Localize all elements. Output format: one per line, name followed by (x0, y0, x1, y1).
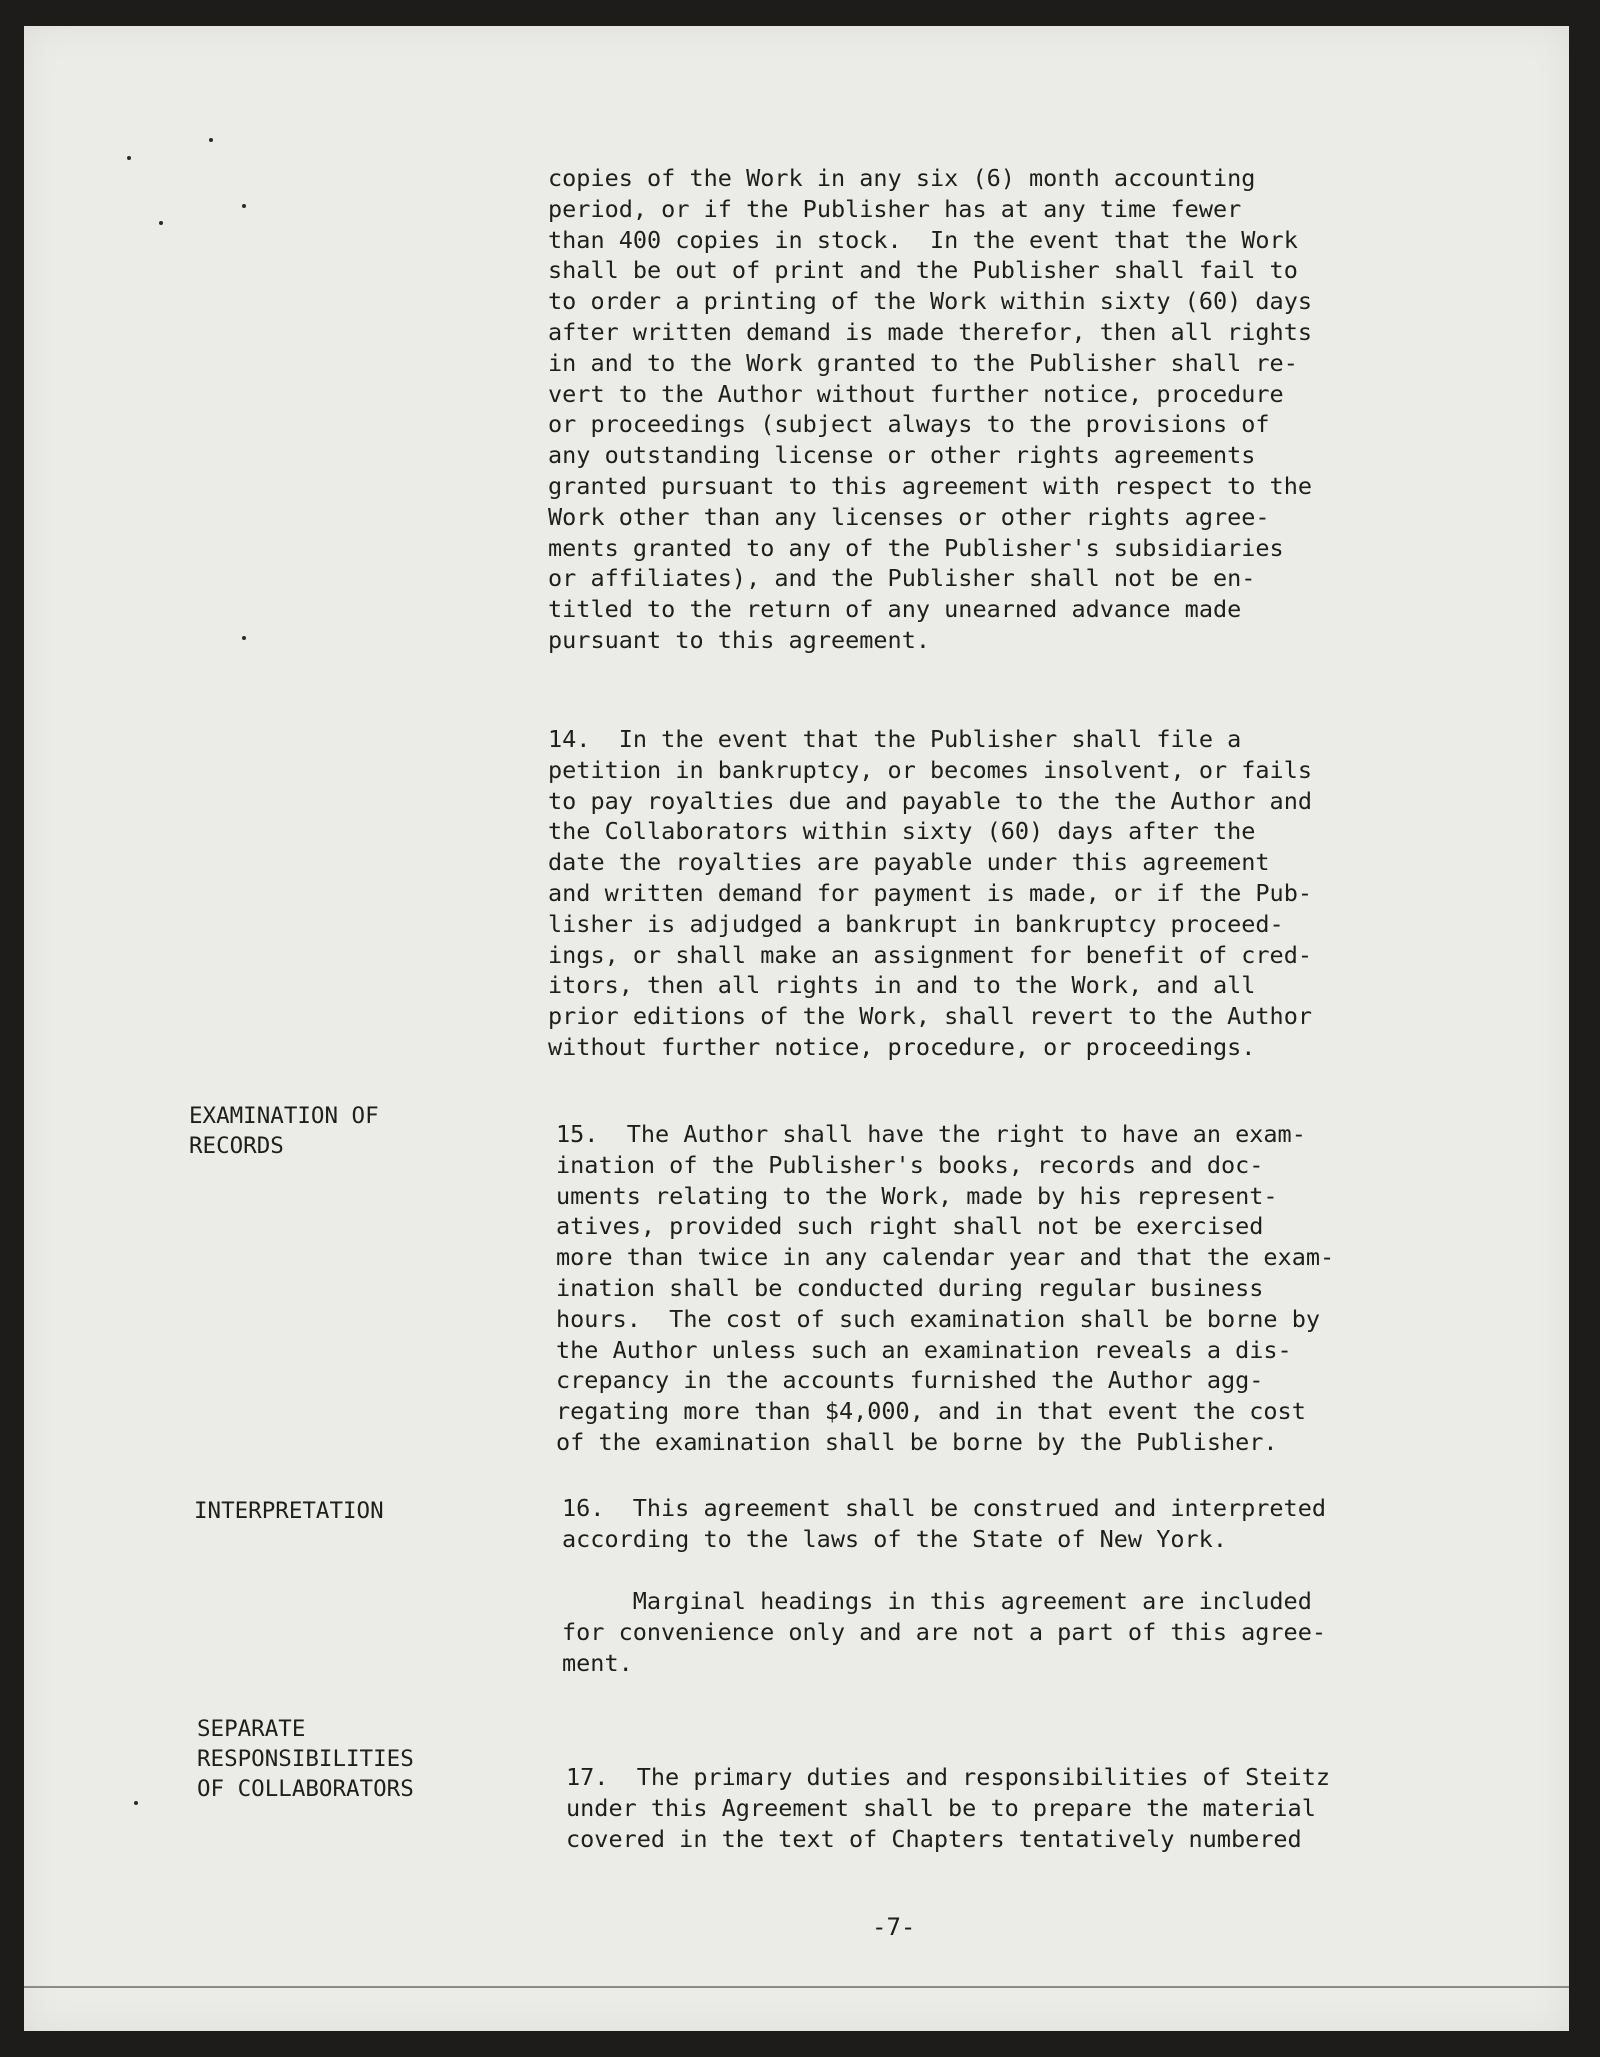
scan-bottom-edge (24, 1986, 1569, 1988)
paragraph-17: 17. The primary duties and responsibilities of Steitz under this Agreement shall be to prepare the material covered in the text of Chapters tentatively numbered (566, 1763, 1331, 1853)
scan-speck (209, 138, 213, 142)
page-number: -7- (872, 1913, 916, 1941)
margin-heading-interpretation: INTERPRETATION (194, 1498, 384, 1524)
scan-speck (159, 221, 163, 225)
margin-heading-examination-of-records: EXAMINATION OF RECORDS (189, 1103, 379, 1159)
paragraph-15: 15. The Author shall have the right to have an exam- ination of the Publisher's books, records and doc- uments relating to the Work, made by his represent- atives, provided such right shall not be exercised more than twice in any calendar year and that the exam- ination shall be conducted during regular business hours. The cost of such examination shall be borne by the Author unless such an examination reveals a dis- crepancy in the accounts furnished the Author agg- regating more than $4,000, and in that event the cost of the examination shall be borne by the Publisher. (556, 1120, 1335, 1456)
scan-speck (242, 636, 246, 640)
scan-speck (242, 204, 246, 208)
scan-speck (134, 1801, 138, 1805)
paragraph-16-marginal-headings: Marginal headings in this agreement are included for convenience only and are not a part of this agree- ment. (562, 1587, 1327, 1677)
paragraph-continuation: copies of the Work in any six (6) month accounting period, or if the Publisher has at any time fewer than 400 copies in stock. In the event that the Work shall be out of print and the Publisher shall fail to to order a printing of the Work within sixty (60) days after written demand is made therefor, then all rights in and to the Work granted to the Publisher shall re- vert to the Author without further notice, procedure or proceedings (subject always to the provisions of any outstanding license or other rights agreements granted pursuant to this agreement with respect to the Work other than any licenses or other rights agree- ments granted to any of the Publisher's subsidiaries or affiliates), and the Publisher shall not be en- titled to the return of any unearned advance made pursuant to this agreement. (548, 164, 1313, 654)
paragraph-16: 16. This agreement shall be construed and interpreted according to the laws of the State of New York. (562, 1494, 1327, 1553)
scan-speck (127, 156, 131, 160)
margin-heading-separate-responsibilities: SEPARATE RESPONSIBILITIES OF COLLABORATORS (197, 1716, 414, 1802)
document-page (24, 26, 1569, 2031)
paragraph-14: 14. In the event that the Publisher shall file a petition in bankruptcy, or becomes insolvent, or fails to pay royalties due and payable to the the Author and the Collaborators within sixty (60) days after the date the royalties are payable under this agreement and written demand for payment is made, or if the Pub- lisher is adjudged a bankrupt in bankruptcy proceed- ings, or shall make an assignment for benefit of cred- itors, then all rights in and to the Work, and all prior editions of the Work, shall revert to the Author without further notice, procedure, or proceedings. (548, 725, 1313, 1061)
